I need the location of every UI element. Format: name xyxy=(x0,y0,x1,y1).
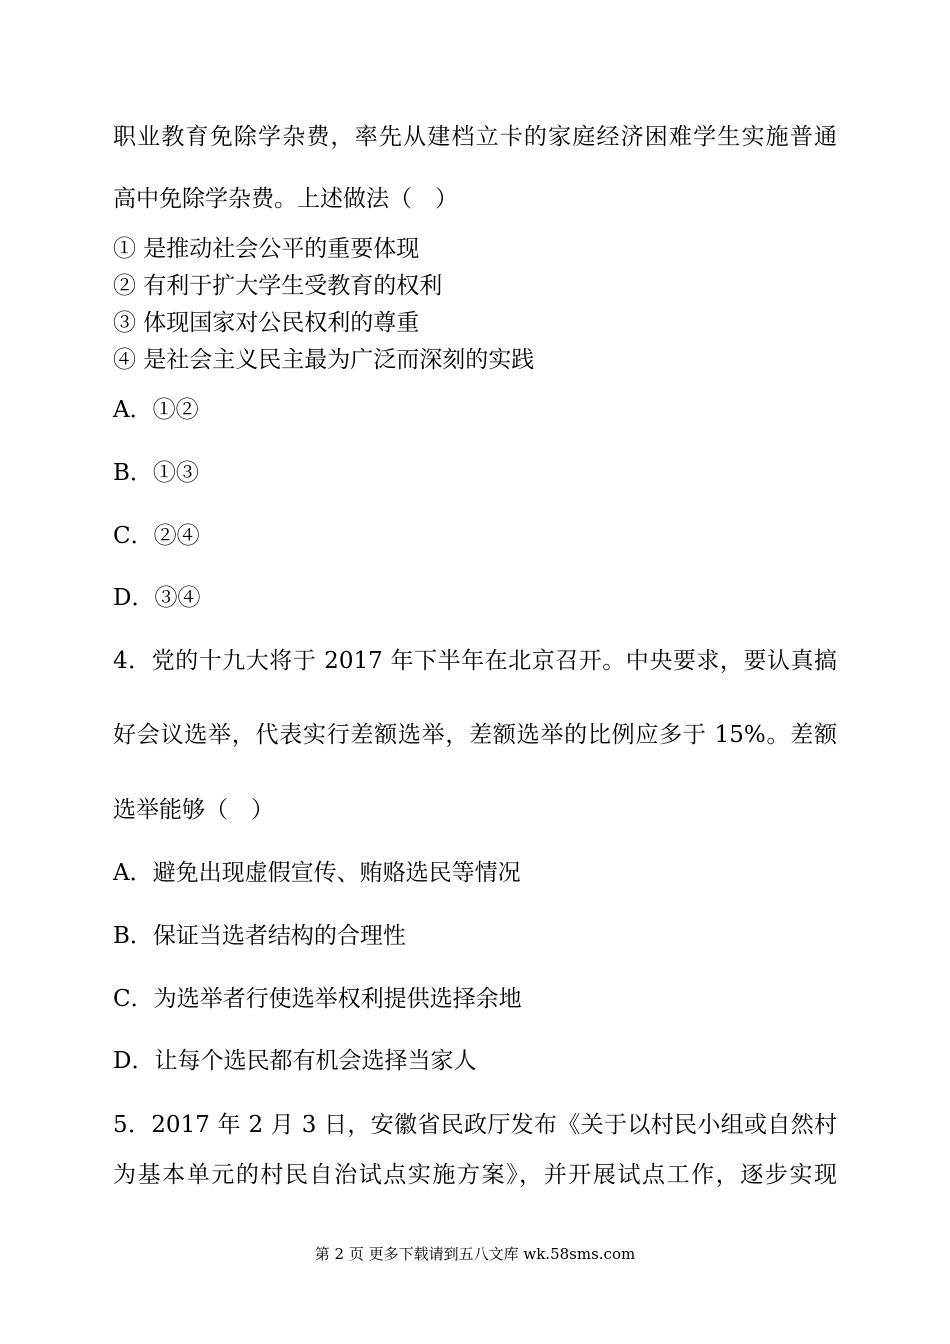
q3-statement-2: ② 有利于扩大学生受教育的权利 xyxy=(113,273,443,299)
q3-statement-3: ③ 体现国家对公民权利的尊重 xyxy=(113,310,420,336)
q5-stem-line-2: 为基本单元的村民自治试点实施方案》，并开展试点工作，逐步实现 xyxy=(113,1162,837,1188)
q4-option-a: A．避免出现虚假宣传、贿赂选民等情况 xyxy=(113,860,521,886)
page-footer: 第 2 页 更多下载请到五八文库 wk.58sms.com xyxy=(314,1245,636,1263)
q3-stem-line-2: 高中免除学杂费。上述做法（ ） xyxy=(113,186,458,212)
q4-option-b: B．保证当选者结构的合理性 xyxy=(113,923,406,949)
q3-option-b: B．①③ xyxy=(113,460,199,486)
q3-option-c: C．②④ xyxy=(113,523,200,549)
q3-stem-line-1: 职业教育免除学杂费，率先从建档立卡的家庭经济困难学生实施普通 xyxy=(113,124,837,150)
q4-stem-line-1: 4．党的十九大将于 2017 年下半年在北京召开。中央要求，要认真搞 xyxy=(113,648,837,674)
q3-option-a: A．①② xyxy=(113,397,199,423)
q3-statement-4: ④ 是社会主义民主最为广泛而深刻的实践 xyxy=(113,347,535,373)
q4-stem-line-3: 选举能够（ ） xyxy=(113,797,274,823)
q4-option-c: C．为选举者行使选举权利提供选择余地 xyxy=(113,986,522,1012)
q4-stem-line-2: 好会议选举，代表实行差额选举，差额选举的比例应多于 15%。差额 xyxy=(113,722,837,748)
q3-option-d: D．③④ xyxy=(113,585,201,611)
q4-option-d: D．让每个选民都有机会选择当家人 xyxy=(113,1048,477,1074)
q5-stem-line-1: 5．2017 年 2 月 3 日，安徽省民政厅发布《关于以村民小组或自然村 xyxy=(113,1112,837,1138)
q3-statement-1: ① 是推动社会公平的重要体现 xyxy=(113,236,420,262)
